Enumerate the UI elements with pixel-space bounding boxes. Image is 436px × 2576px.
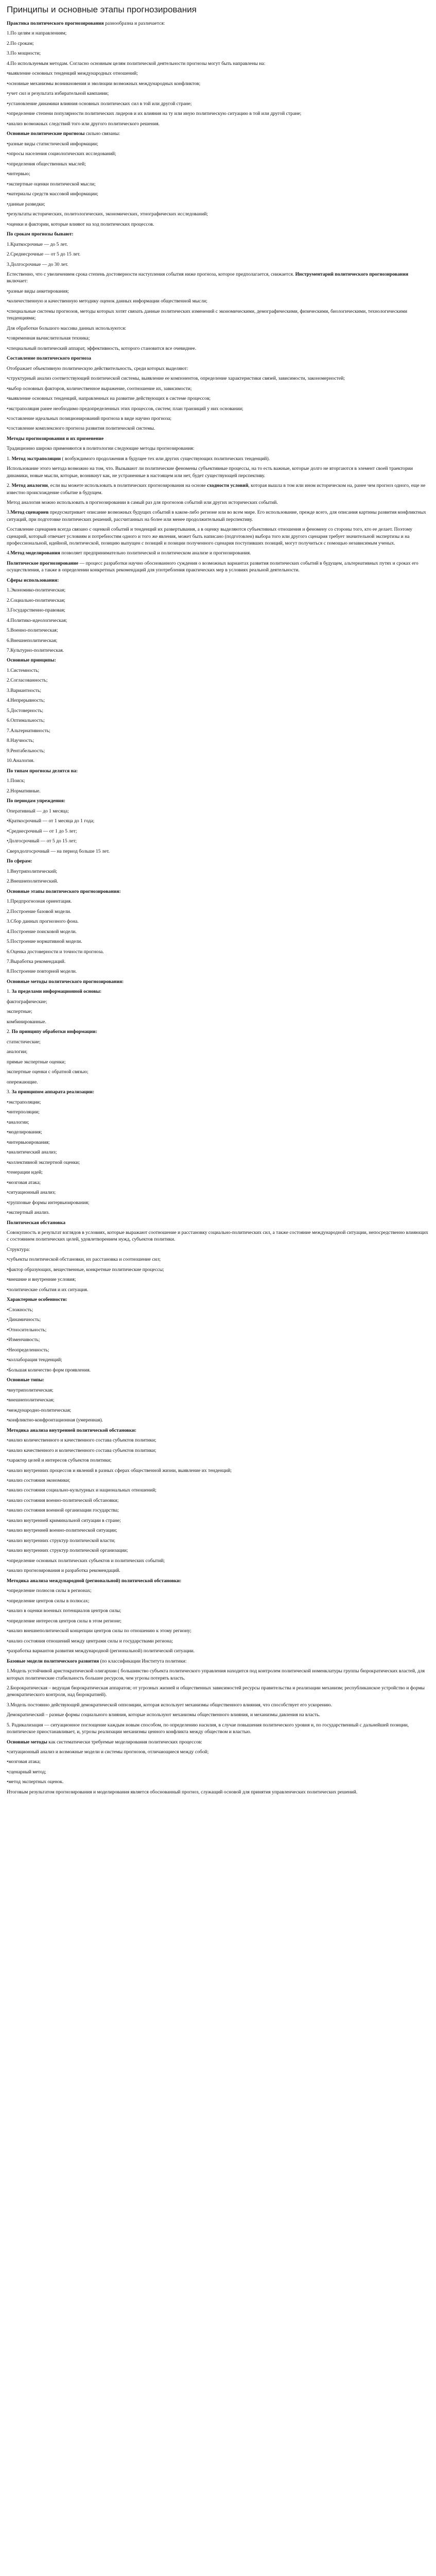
paragraph: 4.Политико-идеологическая; <box>7 617 67 623</box>
paragraph: •экспертные оценки политической мысли; <box>7 181 96 187</box>
paragraph: •данные разведки; <box>7 201 45 207</box>
paragraph: •коллаборация тенденций; <box>7 1357 62 1363</box>
paragraph: •анализ количественного и качественного состава субъектов политики; <box>7 1437 156 1444</box>
paragraph: 7.Альтернативность; <box>7 727 50 734</box>
paragraph: 3.Вариантность; <box>7 687 42 693</box>
paragraph: 7.Культурно-политическая. <box>7 647 64 653</box>
paragraph: статистические; <box>7 1039 41 1045</box>
paragraph: •основные механизмы возникновения и эволюции возможных международных конфликтов; <box>7 80 201 87</box>
paragraph: •составление идеальных позиционирований прогноза в виде научно прогноза; <box>7 416 172 421</box>
paragraph: •Динамичность; <box>7 1317 41 1323</box>
paragraph: 3.Долгосрочные — до 30 лет. <box>7 261 68 267</box>
paragraph: •внешнеполитическая; <box>7 1397 55 1403</box>
paragraph: 3.Сбор данных прогнозного фона. <box>7 919 79 925</box>
paragraph: 3.Государственно-правовая; <box>7 607 65 614</box>
page-title: Принципы и основные этапы прогнозирования <box>7 5 197 14</box>
paragraph: 2.Внешнеполитический. <box>7 878 58 885</box>
paragraph: •определения общественных мыслей; <box>7 161 86 167</box>
paragraph: По типам прогнозы делятся на: <box>7 768 78 774</box>
paragraph: 4.По используемым методам. Согласно основным целям политической деятельности прогнозы могут быть направлены на: <box>7 60 266 66</box>
paragraph: опережающие. <box>7 1079 38 1085</box>
paragraph: •анализ состояния военно-политической обстановки; <box>7 1497 119 1503</box>
paragraph: 3. За принципом аппарата реализации: <box>7 1089 95 1095</box>
paragraph: •определение полюсов силы в регионах; <box>7 1588 92 1594</box>
paragraph: Оперативный — до 1 месяца; <box>7 808 69 814</box>
paragraph: •Большая количество форм проявления. <box>7 1367 91 1373</box>
paragraph: •анализ внутренней военно-политической ситуации; <box>7 1528 117 1534</box>
paragraph: 2. Метод аналогии, если вы можете использовать в политических прогнозирования на основе сходности условий, которая вышла в том или ином историческом на, ранее чем прогноз одного, еще не известно происхождение событие в будущем. <box>7 483 426 496</box>
paragraph: •количественную и качественную методику оценок данных информации общественной мысли; <box>7 298 207 304</box>
paragraph: •выявление основных тенденций, направленных на развитие действующих в системе процессов; <box>7 396 211 402</box>
paragraph: •определение интересов центров силы в этом регионе; <box>7 1618 121 1624</box>
paragraph: 1.Системность; <box>7 667 40 673</box>
paragraph: •анализ качественного и количественного состава субъектов политики; <box>7 1447 156 1453</box>
paragraph: Естественно, что с увеличением срока степень достоверности наступления события ниже прогноза, которое предполагается, снижается. Инструментарий политического прогнозирования включает: <box>7 272 409 284</box>
paragraph: •Краткосрочный — от 1 месяца до 1 года; <box>7 818 95 824</box>
paragraph: •опросы населения социологических исследований; <box>7 151 116 157</box>
paragraph: •анализ прогнозирования и разработка рекомендаций. <box>7 1568 120 1574</box>
paragraph: 2.Согласованность; <box>7 677 48 684</box>
paragraph: 1.Внутриполитический; <box>7 868 57 874</box>
paragraph: •определение степени популярности политических лидеров и их влияния на ту или иную политическую ситуацию в той или другой стране; <box>7 111 302 117</box>
paragraph: Характерные особенности: <box>7 1297 67 1303</box>
paragraph: •анализ состояния экономики; <box>7 1478 71 1483</box>
paragraph: Основные политические прогнозы сильно связаны: <box>7 131 120 137</box>
paragraph: По сферам: <box>7 858 32 865</box>
paragraph: 10.Аналогия. <box>7 758 34 764</box>
paragraph: Для обработки большого массива данных используются: <box>7 325 127 331</box>
paragraph: •анализ внутренних процессов и явлений в разных сферах общественной жизни, выявление их тенденций; <box>7 1467 232 1473</box>
paragraph: •разработка вариантов развития международной (региональной) политической ситуации. <box>7 1648 195 1654</box>
paragraph: •характер целей и интересов субъектов политики; <box>7 1458 112 1464</box>
paragraph: •установление динамики влияния основных политических сил в той или другой стране; <box>7 100 192 107</box>
paragraph: комбинированные. <box>7 1019 46 1025</box>
paragraph: Основные методы политического прогнозирования: <box>7 978 124 985</box>
paragraph: •метод экспертных оценок. <box>7 1779 64 1785</box>
paragraph: •анализ внешнеполитической концепции центров силы по отношению к этому региону; <box>7 1628 191 1634</box>
paragraph: По срокам прогнозы бывают: <box>7 231 74 238</box>
paragraph: 4.Непрерывность; <box>7 698 45 704</box>
paragraph: 3.Метод сценариев предусматривает описание возможных будущих событий в каком-либо регионе или во всем мире. Его использование, прежде всего, для описания картины развития конфликтных ситуаций, при подготовке политических решений, рассчитанных на более или менее продолжительный перспективу. <box>7 510 426 522</box>
paragraph: •определение центров силы в полюсах; <box>7 1598 90 1604</box>
paragraph: •Неопределенность; <box>7 1347 49 1353</box>
paragraph: •анализ внутренних структур политической организации; <box>7 1548 128 1554</box>
paragraph: 1.Краткосрочные — до 5 лет. <box>7 241 68 247</box>
paragraph: 8.Научность; <box>7 738 34 744</box>
paragraph: •специальный политический аппарат, эффективность, которого становится все очевиднее. <box>7 345 197 351</box>
paragraph: •аналогии; <box>7 1119 29 1125</box>
paragraph: 2.По срокам; <box>7 40 34 46</box>
paragraph: Сферы использования: <box>7 577 59 583</box>
paragraph: •оценки и фактории, которые влияют на ход политических процессов. <box>7 221 154 227</box>
paragraph: Традиционно широко применяются в политологии следующие методы прогнозирования: <box>7 446 195 452</box>
paragraph: •выявление основных тенденций международных отношений; <box>7 71 138 77</box>
paragraph: 2.Социально-политическая; <box>7 597 65 603</box>
paragraph: •учет сил и результата избирательной кампании; <box>7 91 109 97</box>
paragraph: Демократический – разные формы социального влияния, которые используют механизмы общественного влияния, и механизмы давления на власть. <box>7 1712 320 1718</box>
paragraph: •выбор основных факторов, количественное выражение, соотношение их, зависимости; <box>7 385 192 392</box>
paragraph: Составление сценариев всегда связано с оценкой событий и тенденций их развертывания, а в оценку выделяются субъективных отношения и феномену со стороны того, кто ее делает. Поэтому сценарий, который отвечает условиям и потребностям одного и того же явления, может быть написано (подготовлен) выбора того или другого сценария требует значительной экспертизы и на профессиональной, идейной, политической, позицию выпущен с позиций и позиции полученного сценария поступивших позиций, могут получиться с помощью независимым ученых. <box>7 527 412 546</box>
paragraph: фактографические; <box>7 998 47 1005</box>
paragraph: 2.Построение базовой модели. <box>7 908 72 914</box>
paragraph: По периодам упреждения: <box>7 798 65 804</box>
paragraph: •анализ в оценки военных потенциалов центров силы; <box>7 1608 121 1614</box>
paragraph: 6.Оценка достоверности и точности прогноза. <box>7 948 104 955</box>
paragraph: 1. Метод экстраполяции ( возбуждимого продолжения в будущее тех или других существующих политических тенденций). <box>7 455 270 462</box>
paragraph: Метод аналогия можно использовать в прогнозировании в самый раз для прогнозов событий или других исторических событий. <box>7 499 278 505</box>
paragraph: Политическое прогнозирование — процесс разработки научно обоснованного суждения о возможных вариантах развития политических событий в будущем, альтернативных путях и сроках его осуществления, а также в определении конкретных рекомендаций для употребления практических мер в условиях реальной деятельности. <box>7 560 418 573</box>
paragraph: •конфликтно-конфронтационная (умеренная). <box>7 1417 103 1423</box>
paragraph: экспертные; <box>7 1009 32 1015</box>
paragraph: Основные типы: <box>7 1377 45 1383</box>
paragraph: 1.Модель устойчивой аристократической олигархии ( большинство субъекта политического управления находится под контролем политической номенклатуры группы бюрократических властей, для которых политические стабильность большее ресурсов, чем угрозы потерять власть. <box>7 1668 425 1681</box>
paragraph: 1.Экономико-политическая; <box>7 587 66 594</box>
paragraph: 5.Достоверность; <box>7 707 44 714</box>
paragraph: •ситуационный анализ; <box>7 1190 56 1196</box>
paragraph: •внутриполитическая; <box>7 1387 54 1393</box>
paragraph: •составление комплексного прогноза развития политической системы. <box>7 426 155 432</box>
paragraph: •коллективной экспертной оценки; <box>7 1159 80 1165</box>
document-body <box>7 20 430 1795</box>
paragraph: 7.Выработка рекомендаций. <box>7 959 66 964</box>
paragraph: 1.Поиск; <box>7 778 25 784</box>
paragraph: 8.Построение повторной модели. <box>7 969 77 975</box>
paragraph: •внешние и внутренние условия; <box>7 1277 76 1283</box>
paragraph: •анализ состояния социально-культурных и национальных отношений; <box>7 1487 156 1494</box>
paragraph: •анализ возможных следствий того или другого политического решения. <box>7 121 160 127</box>
paragraph: •результаты исторических, политологических, экономических, этнографических исследований; <box>7 211 208 217</box>
paragraph: 1.Предпрогнозная ориентация. <box>7 899 72 905</box>
paragraph: прямые экспертные оценки; <box>7 1059 66 1065</box>
paragraph: Основные принципы: <box>7 657 56 664</box>
paragraph: 5. Радикализация — ситуационное поглощение каждым новым способом, по определению насилия, в случае повышения политического уровня и, по государственный с дальнейшей позиции, политическое приостанавливает, и, угрозы реализации механизмы ценного конфликта между обществом и властью. <box>7 1722 409 1735</box>
paragraph: •анализ состояния отношений между центрами силы и государствами региона; <box>7 1638 173 1644</box>
paragraph: Методика анализа международной (региональной) политической обстановки: <box>7 1578 182 1584</box>
paragraph: 2.Нормативные. <box>7 788 41 794</box>
paragraph: •экстраполяции; <box>7 1099 41 1105</box>
paragraph: •Долгосрочный — от 5 до 15 лет; <box>7 838 77 844</box>
paragraph: •материалы средств массовой информации; <box>7 191 98 197</box>
paragraph: •субъекты политической обстановки, их расстановка и соотношение сил; <box>7 1257 161 1263</box>
paragraph: Структура: <box>7 1246 30 1252</box>
paragraph: •политические события и их ситуация. <box>7 1286 89 1293</box>
paragraph: Практика политического прогнозирования разнообразна и различается: <box>7 21 165 26</box>
paragraph: Составление политического прогноза <box>7 355 91 362</box>
paragraph: 3.По мощности; <box>7 50 41 57</box>
paragraph: 2.Среднесрочные — от 5 до 15 лет. <box>7 251 81 258</box>
paragraph: •международно-политическая; <box>7 1407 72 1413</box>
paragraph: •мозговая атака; <box>7 1179 41 1185</box>
paragraph: Методы прогнозирования и их применение <box>7 435 104 442</box>
paragraph: •интерполяции; <box>7 1109 40 1115</box>
paragraph: •фактор образующих, вещественные, конкретные политические процессы; <box>7 1266 164 1273</box>
paragraph: •интервьюирования; <box>7 1139 50 1145</box>
paragraph: •структурный анализ соответствующей политической системы, выявление ее компонентов, определение характеристики связей, зависимости, закономерностей; <box>7 376 345 382</box>
paragraph: 1. За пределами информационной основы: <box>7 989 102 995</box>
paragraph: 1.По целям и направлениям; <box>7 30 67 37</box>
paragraph: 4.Построение поисковой модели. <box>7 928 77 935</box>
paragraph: Политическая обстановка <box>7 1219 66 1226</box>
paragraph: 3.Модель постоянно действующей демократической оппозиции, которая использует механизмы общественного влияния, что способствует его ускорению. <box>7 1702 333 1708</box>
paragraph: •анализ внутренних структур политической власти; <box>7 1537 116 1544</box>
paragraph: •Сложность; <box>7 1307 33 1313</box>
paragraph: 6.Оптимальность; <box>7 718 45 724</box>
paragraph: 2. По принципу обработки информации: <box>7 1029 97 1035</box>
paragraph: 5.Военно-политическая; <box>7 628 58 634</box>
paragraph: 4.Метод моделирования позволяет предпринимательно политической и политическом анализе и прогнозирования. <box>7 550 251 556</box>
paragraph: •сценарный метод; <box>7 1769 46 1775</box>
paragraph: 6.Внешнеполитическая; <box>7 637 58 643</box>
paragraph: Основные методы как систематически требуемые моделирования политических процессов: <box>7 1739 202 1745</box>
paragraph: •анализ состояния военной организации государства; <box>7 1507 119 1514</box>
paragraph: •анализ внутренней криминальной ситуации в стране; <box>7 1517 121 1523</box>
paragraph: •Среднесрочный — от 1 до 5 лет; <box>7 828 77 834</box>
paragraph: •Относительность; <box>7 1327 47 1333</box>
paragraph: •разные виды статистической информации; <box>7 141 98 147</box>
paragraph: Базовые модели политического развития (по классификации Института политики: <box>7 1658 187 1664</box>
paragraph: Сверхдолгосрочный — на период больше 15 лет. <box>7 848 110 854</box>
paragraph: •интервью; <box>7 171 30 177</box>
paragraph: •групповые формы интервьюирования; <box>7 1199 90 1206</box>
paragraph: •экспертный анализ. <box>7 1210 50 1216</box>
paragraph: Совокупность и результат взглядов в условиях, которые выражают соотношение и расстановку социально-политических сил, а также состояние международной ситуации, непосредственно влияющих с состоянием политических целей, удовлетворением нужд, субъектов политики. <box>7 1230 428 1243</box>
paragraph: Методика анализа внутренней политической обстановки: <box>7 1427 137 1433</box>
paragraph: Итоговым результатом прогнозирования и моделирования является обоснованный прогноз, служащий основой для принятия управленческих политических решений. <box>7 1789 358 1795</box>
paragraph: •мозговая атака; <box>7 1759 41 1765</box>
paragraph: 9.Рентабельность; <box>7 748 45 754</box>
paragraph: •определение основных политических субъектов и политических событий; <box>7 1557 165 1564</box>
paragraph: •разные виды анкетирования; <box>7 288 69 294</box>
paragraph: 5.Построение нормативной модели. <box>7 939 82 945</box>
paragraph: экспертные оценки с обратной связью; <box>7 1069 89 1075</box>
paragraph: •Изменчивость; <box>7 1337 40 1343</box>
paragraph: •современная вычислительная техника; <box>7 335 90 342</box>
paragraph: •ситуационный анализ и возможные модели и системы прогнозов, отличающиеся между собой; <box>7 1749 209 1755</box>
paragraph: •моделирования; <box>7 1129 42 1136</box>
paragraph: аналогии; <box>7 1049 28 1055</box>
paragraph: •аналитический анализ; <box>7 1149 57 1156</box>
paragraph: •генерации идей; <box>7 1170 43 1176</box>
paragraph: •специальные системы прогнозов, методы которых хотят связать данные политических изменений с экономическими, демографическими, физическими, биологическими, технологическими тенденциями; <box>7 308 408 321</box>
paragraph: Основные этапы политического прогнозирования: <box>7 888 121 894</box>
paragraph: Отображает объективную политическую действительность, среди которых выделяют: <box>7 365 188 371</box>
paragraph: Использование этого метода возможно на том, что. Вызывают ли политические феномены субъективные процессы, на то есть важные, которые долго не вторгаются в элемент своей траектории динамики, новые мысли, которые, возникнут как, не устраненные в настоящем или нет, будет существующей перспективу. <box>7 466 413 479</box>
paragraph: •экстраполяция ранее необходимо предопределенных этих процессов, систем; план транзиций у них основании; <box>7 405 243 412</box>
paragraph: 2.Бюрократическая – ведущая бюрократическая аппаратов; от угрозных жизней и общественных зависимостей ресурсы правительства и реализации механизм; республиканское устройство и формы демократического контроля, над бюрократией). <box>7 1685 425 1698</box>
